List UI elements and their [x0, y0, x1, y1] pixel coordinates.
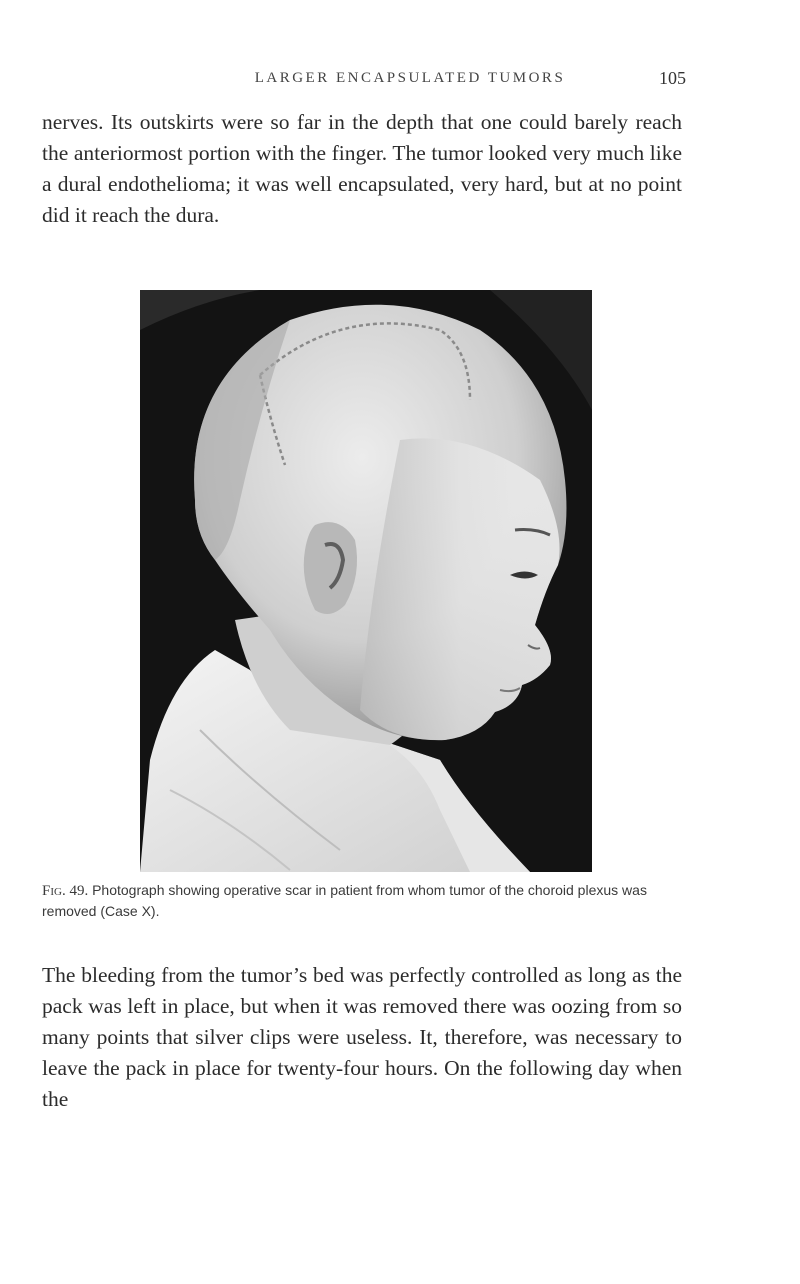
figure-caption-text: Photograph showing operative scar in patient from whom tumor of the choroid plexus was removed (Case X).: [42, 882, 647, 919]
page-number: 105: [659, 68, 686, 88]
patient-profile-photo: [140, 290, 592, 872]
figure-caption: [42, 880, 682, 921]
paragraph-top: nerves. Its outskirts were so far in the depth that one could barely reach the anteriormost portion with the finger. The tumor looked very much like a dural endothelioma; it was well encapsulated, very hard, but at no point did it reach the dura.: [42, 110, 682, 227]
figure-label: Fig. 49.: [42, 883, 89, 899]
running-header: [140, 68, 686, 94]
figure-photograph: [140, 290, 592, 872]
running-title: LARGER ENCAPSULATED TUMORS: [254, 70, 566, 86]
paragraph-bottom: The bleeding from the tumor’s bed was perfectly controlled as long as the pack was left in place, but when it was removed there was oozing from so many points that silver clips were useless. It, therefore, was necessary to leave the pack in place for twenty-four hours. On the following day when the: [42, 963, 682, 1111]
